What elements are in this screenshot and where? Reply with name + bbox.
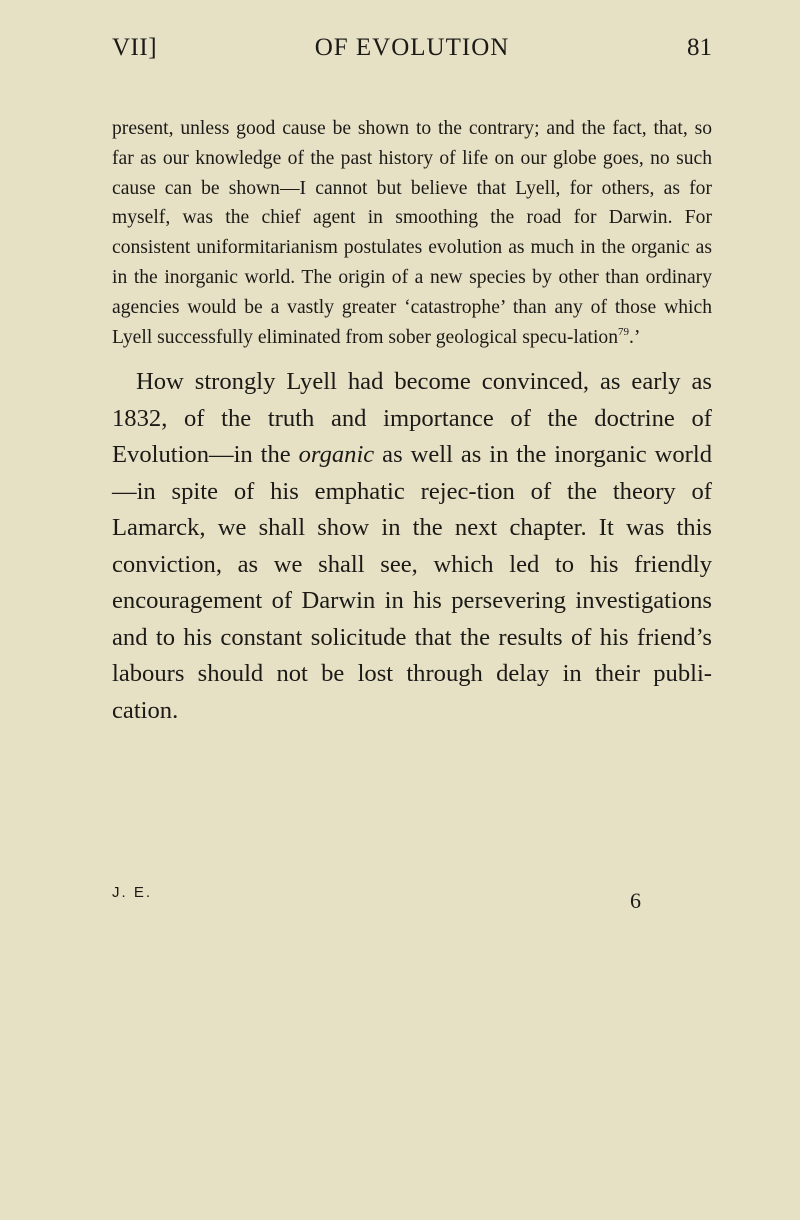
main-paragraph <box>112 364 712 729</box>
book-page <box>112 28 712 729</box>
main-paragraph-start: How strongly Lyell had become convinced, as early as 1832, of the truth and importance of the doctrine of Evolution—in the <box>112 368 712 469</box>
quote-closing: .’ <box>629 326 641 348</box>
signature-mark: J. E. <box>112 884 153 901</box>
body-text <box>112 114 712 729</box>
chapter-number: VII] <box>112 34 158 61</box>
page-number: 81 <box>687 34 712 61</box>
footnote-reference[interactable]: 79 <box>618 325 630 338</box>
quoted-paragraph <box>112 114 712 352</box>
main-paragraph-end: as well as in the inorganic world—in spite of his emphatic rejec-tion of the theory of Lamarck, we shall show in the next chapter. It was this conviction, as we shall see, which led to his friendly encouragement of Darwin in his persevering investigations and to his constant solicitude that the results of his friend’s labours should not be lost through delay in their publi-cation. <box>112 441 712 724</box>
running-title: OF EVOLUTION <box>314 34 510 61</box>
quoted-paragraph-text: present, unless good cause be shown to the contrary; and the fact, that, so far as our knowledge of the past history of life on our globe goes, no such cause can be shown—I cannot but believe that Lyell, for others, as for myself, was the chief agent in smoothing the road for Darwin. For consistent uniformitarianism postulates evolution as much in the organic as in the inorganic world. The origin of a new species by other than ordinary agencies would be a vastly greater ‘catastrophe’ than any of those which Lyell successfully eliminated from sober geological specu-lation <box>112 118 712 348</box>
running-head <box>112 28 712 68</box>
sheet-number: 6 <box>630 888 641 913</box>
emphasis-organic: organic <box>298 441 375 469</box>
